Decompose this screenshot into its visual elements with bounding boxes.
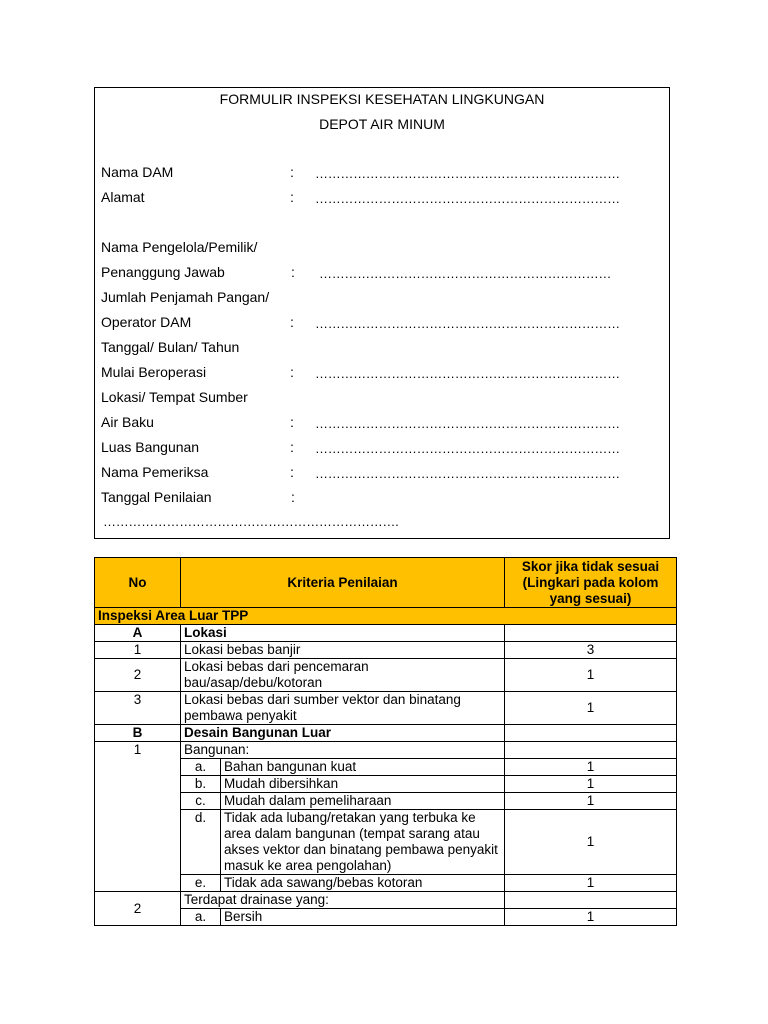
item-text: Tidak ada lubang/retakan yang terbuka ke area dalam bangunan (tempat sarang atau akses vektor dan binatang pembawa penyakit masuk ke area pengolahan) bbox=[221, 810, 505, 875]
empty-cell bbox=[95, 810, 181, 875]
score-cell bbox=[505, 725, 677, 742]
row-score[interactable]: 1 bbox=[505, 659, 677, 692]
field-label-pemeriksa: Nama Pemeriksa bbox=[101, 464, 209, 480]
section-row bbox=[95, 608, 677, 625]
table-header-row bbox=[95, 558, 677, 608]
field-dots-operator[interactable]: ……………………………………………………………… bbox=[315, 316, 620, 331]
row-criteria: Lokasi bebas banjir bbox=[181, 642, 505, 659]
row-criteria: Bangunan: bbox=[181, 742, 505, 759]
item-letter: c. bbox=[181, 793, 221, 810]
header-no: No bbox=[95, 558, 181, 608]
row-score[interactable]: 1 bbox=[505, 909, 677, 926]
field-label-lokasi-1: Lokasi/ Tempat Sumber bbox=[101, 389, 248, 405]
row-score[interactable]: 1 bbox=[505, 793, 677, 810]
table-row bbox=[95, 692, 677, 725]
table-row bbox=[95, 909, 677, 926]
field-dots-tanggal-penilaian[interactable]: ……………………………………………………………. bbox=[103, 514, 399, 529]
row-number: 1 bbox=[95, 642, 181, 659]
table-row bbox=[95, 742, 677, 759]
table-row bbox=[95, 642, 677, 659]
field-dots-nama-dam[interactable]: ……………………………………………………………… bbox=[315, 166, 620, 181]
item-letter: b. bbox=[181, 776, 221, 793]
item-text: Bahan bangunan kuat bbox=[221, 759, 505, 776]
item-text: Tidak ada sawang/bebas kotoran bbox=[221, 875, 505, 892]
field-label-tanggal-1: Tanggal/ Bulan/ Tahun bbox=[101, 339, 240, 355]
row-number: 3 bbox=[95, 692, 181, 725]
field-colon: : bbox=[290, 164, 294, 180]
field-label-penjamah-2: Operator DAM bbox=[101, 314, 192, 330]
field-colon: : bbox=[291, 489, 295, 505]
row-number: 2 bbox=[95, 659, 181, 692]
score-cell bbox=[505, 742, 677, 759]
empty-cell bbox=[95, 776, 181, 793]
field-label-penjamah-1: Jumlah Penjamah Pangan/ bbox=[101, 289, 270, 305]
row-criteria: Terdapat drainase yang: bbox=[181, 892, 505, 909]
field-colon: : bbox=[290, 189, 294, 205]
row-score[interactable]: 1 bbox=[505, 759, 677, 776]
field-label-tanggal-2: Mulai Beroperasi bbox=[101, 364, 207, 380]
group-title: Lokasi bbox=[181, 625, 505, 642]
field-dots-alamat[interactable]: ……………………………………………………………… bbox=[315, 191, 620, 206]
field-label-nama-dam: Nama DAM bbox=[101, 164, 174, 180]
empty-cell bbox=[95, 875, 181, 892]
header-criteria: Kriteria Penilaian bbox=[181, 558, 505, 608]
group-row bbox=[95, 725, 677, 742]
form-subtitle: DEPOT AIR MINUM bbox=[319, 116, 445, 132]
item-letter: e. bbox=[181, 875, 221, 892]
field-colon: : bbox=[290, 364, 294, 380]
item-letter: a. bbox=[181, 759, 221, 776]
item-text: Bersih bbox=[221, 909, 505, 926]
section-title: Inspeksi Area Luar TPP bbox=[95, 608, 677, 625]
field-label-alamat: Alamat bbox=[101, 189, 145, 205]
field-colon: : bbox=[290, 464, 294, 480]
table-row bbox=[95, 892, 677, 909]
field-colon: : bbox=[290, 314, 294, 330]
item-letter: d. bbox=[181, 810, 221, 875]
row-score[interactable]: 1 bbox=[505, 810, 677, 875]
table-row bbox=[95, 810, 677, 875]
table-row bbox=[95, 659, 677, 692]
item-text: Mudah dibersihkan bbox=[221, 776, 505, 793]
empty-cell bbox=[95, 759, 181, 776]
group-letter: A bbox=[95, 625, 181, 642]
identity-form bbox=[94, 87, 670, 539]
table-row bbox=[95, 776, 677, 793]
row-score[interactable]: 3 bbox=[505, 642, 677, 659]
row-number: 1 bbox=[95, 742, 181, 759]
field-label-tanggal-penilaian: Tanggal Penilaian bbox=[101, 489, 212, 505]
row-score[interactable]: 1 bbox=[505, 875, 677, 892]
score-cell bbox=[505, 625, 677, 642]
form-title: FORMULIR INSPEKSI KESEHATAN LINGKUNGAN bbox=[219, 91, 545, 107]
row-score[interactable]: 1 bbox=[505, 776, 677, 793]
field-label-lokasi-2: Air Baku bbox=[101, 414, 154, 430]
row-criteria: Lokasi bebas dari pencemaran bau/asap/debu/kotoran bbox=[181, 659, 505, 692]
group-letter: B bbox=[95, 725, 181, 742]
criteria-table bbox=[94, 557, 677, 926]
field-dots-beroperasi[interactable]: ……………………………………………………………… bbox=[315, 366, 620, 381]
row-number: 2 bbox=[95, 892, 181, 926]
group-row bbox=[95, 625, 677, 642]
score-cell bbox=[505, 892, 677, 909]
field-colon: : bbox=[290, 439, 294, 455]
table-row bbox=[95, 793, 677, 810]
field-colon: : bbox=[291, 264, 295, 280]
field-dots-pemeriksa[interactable]: ……………………………………………………………… bbox=[315, 466, 620, 481]
item-text: Mudah dalam pemeliharaan bbox=[221, 793, 505, 810]
header-score: Skor jika tidak sesuai (Lingkari pada kolom yang sesuai) bbox=[505, 558, 677, 608]
table-row bbox=[95, 759, 677, 776]
field-label-luas: Luas Bangunan bbox=[101, 439, 200, 455]
field-label-pengelola-2: Penanggung Jawab bbox=[101, 264, 225, 280]
field-label-pengelola-1: Nama Pengelola/Pemilik/ bbox=[101, 239, 258, 255]
table-row bbox=[95, 875, 677, 892]
empty-cell bbox=[95, 793, 181, 810]
field-colon: : bbox=[290, 414, 294, 430]
field-dots-luas[interactable]: ……………………………………………………………… bbox=[315, 441, 620, 456]
field-dots-air-baku[interactable]: ……………………………………………………………… bbox=[315, 416, 620, 431]
item-letter: a. bbox=[181, 909, 221, 926]
row-score[interactable]: 1 bbox=[505, 692, 677, 725]
row-criteria: Lokasi bebas dari sumber vektor dan binatang pembawa penyakit bbox=[181, 692, 505, 725]
field-dots-pengelola[interactable]: …………………………………………………………… bbox=[319, 266, 612, 281]
group-title: Desain Bangunan Luar bbox=[181, 725, 505, 742]
